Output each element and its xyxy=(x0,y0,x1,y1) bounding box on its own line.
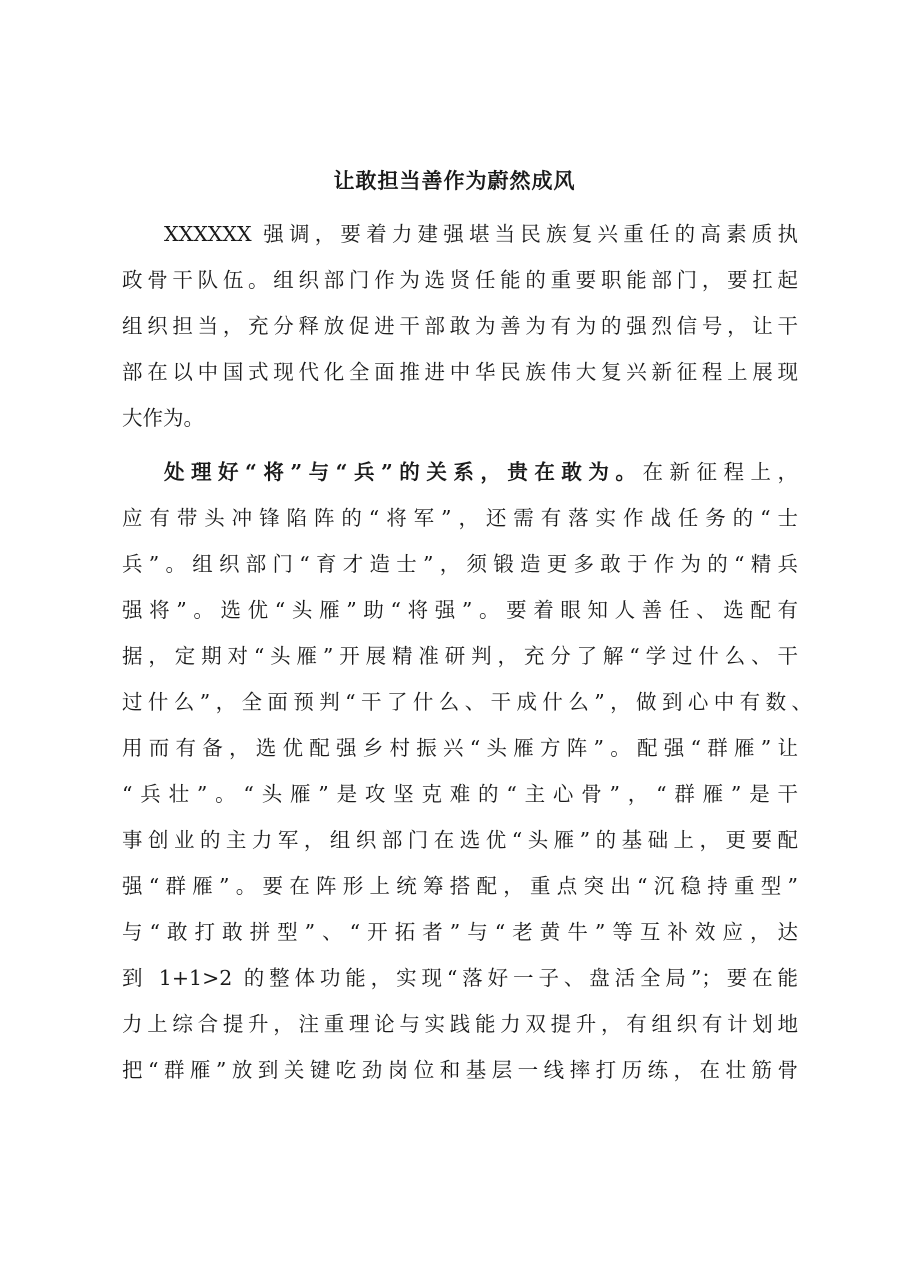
paragraph2-line: 力上综合提升，注重理论与实践能力双提升，有组织有计划地 xyxy=(122,1012,798,1036)
paragraph2-line: 与“敢打敢拼型”、“开拓者”与“老黄牛”等互补效应，达 xyxy=(122,920,798,944)
paragraph2-first-line xyxy=(164,458,798,486)
paragraph2-line: 兵”。组织部门“育才造士”，须锻造更多敢于作为的“精兵 xyxy=(122,552,798,576)
paragraph1-line: 组织担当，充分释放促进干部敢为善为有为的强烈信号，让干 xyxy=(122,314,798,338)
paragraph2-line: 过什么”，全面预判“干了什么、干成什么”，做到心中有数、 xyxy=(122,690,812,714)
paragraph2-line: 事创业的主力军，组织部门在选优“头雁”的基础上，更要配 xyxy=(122,828,798,852)
paragraph2-line: “兵壮”。“头雁”是攻坚克难的“主心骨”，“群雁”是干 xyxy=(122,782,798,806)
paragraph2-line: 应有带头冲锋陷阵的“将军”，还需有落实作战任务的“士 xyxy=(122,506,798,530)
paragraph2-line: 把“群雁”放到关键吃劲岗位和基层一线摔打历练，在壮筋骨 xyxy=(122,1058,798,1082)
paragraph1-line: 政骨干队伍。组织部门作为选贤任能的重要职能部门，要扛起 xyxy=(122,268,798,292)
paragraph2-line: 强“群雁”。要在阵形上统筹搭配，重点突出“沉稳持重型” xyxy=(122,874,798,898)
paragraph2-heading: 处理好“将”与“兵”的关系，贵在敢为。 xyxy=(164,460,643,484)
paragraph1-line: XXXXXX 强调，要着力建强堪当民族复兴重任的高素质执 xyxy=(164,222,798,246)
paragraph2-line: 强将”。选优“头雁”助“将强”。要着眼知人善任、选配有 xyxy=(122,598,798,622)
paragraph2-first-line-rest: 在新征程上， xyxy=(642,460,799,484)
paragraph2-line: 用而有备，选优配强乡村振兴“头雁方阵”。配强“群雁”让 xyxy=(122,736,798,760)
paragraph1-line: 大作为。 xyxy=(122,406,204,430)
paragraph2-line: 据，定期对“头雁”开展精准研判，充分了解“学过什么、干 xyxy=(122,644,798,668)
paragraph1-line: 部在以中国式现代化全面推进中华民族伟大复兴新征程上展现 xyxy=(122,360,798,384)
document-title: 让敢担当善作为蔚然成风 xyxy=(333,168,576,193)
paragraph2-line: 到 1+1>2 的整体功能，实现“落好一子、盘活全局”；要在能 xyxy=(122,966,798,990)
